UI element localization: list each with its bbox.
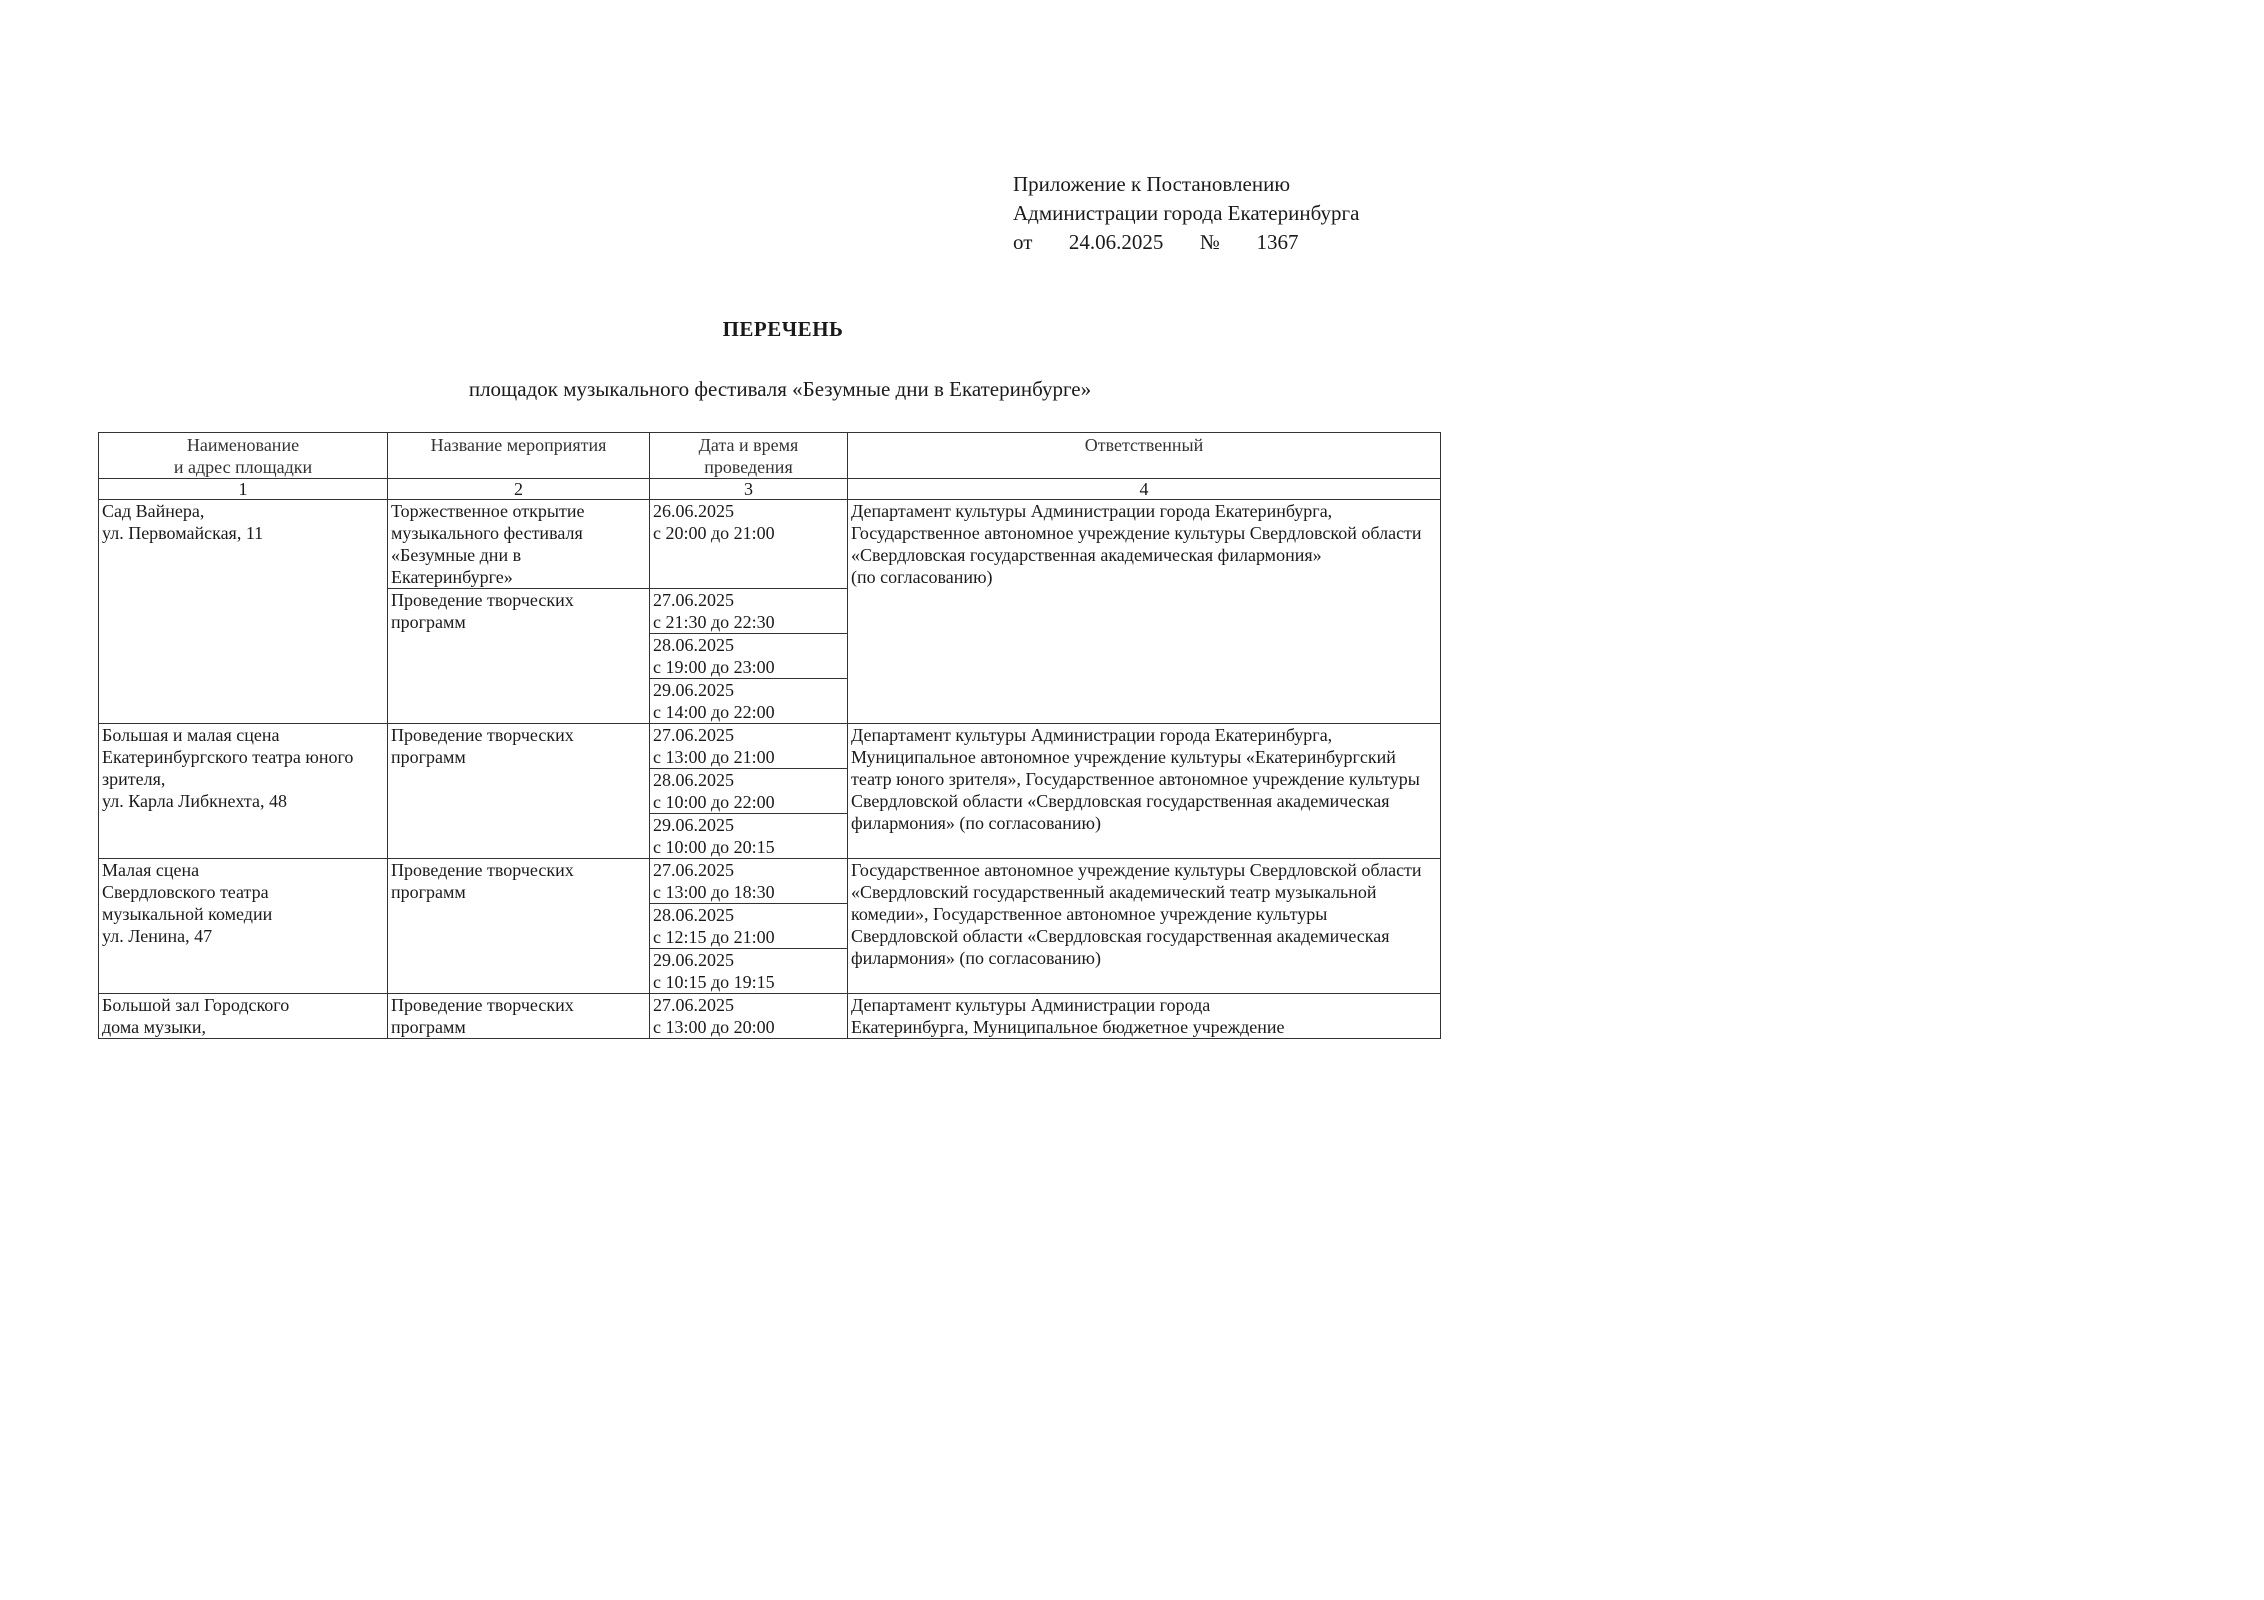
- header-event: Название мероприятия: [388, 433, 650, 479]
- slot-date: 28.06.2025: [653, 905, 734, 925]
- responsible-party: Государственное автономное учреждение культуры Свердловской области «Свердловский государственный академический театр музыкальной комедии», Государственное автономное учреждение культуры Свердловской области «Свердловская государственная академическая филармония» (по согласованию): [848, 859, 1441, 994]
- slot-time: с 10:00 до 20:15: [653, 837, 775, 857]
- appendix-from-label: от: [1013, 230, 1033, 254]
- slot-time: с 10:15 до 19:15: [653, 972, 775, 992]
- slot-time: с 19:00 до 23:00: [653, 657, 775, 677]
- table-row: [99, 500, 1441, 589]
- slot-time: с 21:30 до 22:30: [653, 612, 775, 632]
- event-title: Торжественное открытие музыкального фестиваля «Безумные дни в Екатеринбурге»: [388, 500, 650, 589]
- event-slot: [650, 634, 848, 679]
- venues-table: [98, 432, 1441, 1039]
- event-title: Проведение творческих программ: [388, 994, 650, 1039]
- event-title: Проведение творческих программ: [388, 589, 650, 724]
- header-responsible: Ответственный: [848, 433, 1441, 479]
- column-number-4: 4: [848, 479, 1441, 500]
- event-title: Проведение творческих программ: [388, 859, 650, 994]
- slot-date: 28.06.2025: [653, 635, 734, 655]
- responsible-party: Департамент культуры Администрации города Екатеринбурга, Государственное автономное учреждение культуры Свердловской области «Свердловская государственная академическая филармония» (по согласованию): [848, 500, 1441, 724]
- column-number-1: 1: [99, 479, 388, 500]
- appendix-date: 24.06.2025: [1068, 230, 1164, 254]
- slot-time: с 12:15 до 21:00: [653, 927, 775, 947]
- venue-name: Малая сцена Свердловского театра музыкальной комедии ул. Ленина, 47: [99, 859, 388, 994]
- event-slot: [650, 859, 848, 904]
- event-slot: [650, 949, 848, 994]
- event-slot: [650, 589, 848, 634]
- responsible-party: Департамент культуры Администрации города Екатеринбурга, Муниципальное бюджетное учреждение: [848, 994, 1441, 1039]
- table-header-row: [99, 433, 1441, 479]
- event-slot: [650, 724, 848, 769]
- slot-time: с 13:00 до 20:00: [653, 1017, 775, 1037]
- table-row: [99, 994, 1441, 1039]
- header-datetime: Дата и время проведения: [650, 433, 848, 479]
- column-number-3: 3: [650, 479, 848, 500]
- slot-time: с 13:00 до 18:30: [653, 882, 775, 902]
- slot-date: 28.06.2025: [653, 770, 734, 790]
- header-venue: Наименование и адрес площадки: [99, 433, 388, 479]
- document-page: [0, 0, 1566, 1107]
- venue-name: Большой зал Городского дома музыки,: [99, 994, 388, 1039]
- slot-time: с 13:00 до 21:00: [653, 747, 775, 767]
- slot-time: с 20:00 до 21:00: [653, 523, 775, 543]
- event-slot: [650, 994, 848, 1039]
- appendix-number-sign: №: [1199, 230, 1220, 254]
- slot-date: 27.06.2025: [653, 590, 734, 610]
- document-title: ПЕРЕЧЕНЬ: [722, 317, 844, 341]
- event-slot: [650, 500, 848, 589]
- column-numbers-row: [99, 479, 1441, 500]
- table-row: [99, 724, 1441, 769]
- appendix-line-1: Приложение к Постановлению: [1013, 172, 1291, 196]
- slot-date: 26.06.2025: [653, 501, 734, 521]
- document-subtitle: площадок музыкального фестиваля «Безумные дни в Екатеринбурге»: [468, 377, 1092, 401]
- event-title: Проведение творческих программ: [388, 724, 650, 859]
- slot-date: 27.06.2025: [653, 860, 734, 880]
- slot-time: с 10:00 до 22:00: [653, 792, 775, 812]
- appendix-number: 1367: [1256, 230, 1299, 254]
- venue-name: Сад Вайнера, ул. Первомайская, 11: [99, 500, 388, 724]
- venue-name: Большая и малая сцена Екатеринбургского театра юного зрителя, ул. Карла Либкнехта, 48: [99, 724, 388, 859]
- event-slot: [650, 679, 848, 724]
- column-number-2: 2: [388, 479, 650, 500]
- appendix-line-3: [1013, 228, 1359, 257]
- slot-date: 27.06.2025: [653, 995, 734, 1015]
- slot-time: с 14:00 до 22:00: [653, 702, 775, 722]
- slot-date: 29.06.2025: [653, 950, 734, 970]
- table-row: [99, 859, 1441, 904]
- responsible-party: Департамент культуры Администрации города Екатеринбурга, Муниципальное автономное учреждение культуры «Екатеринбургский театр юного зрителя», Государственное автономное учреждение культуры Свердловской области «Свердловская государственная академическая филармония» (по согласованию): [848, 724, 1441, 859]
- slot-date: 27.06.2025: [653, 725, 734, 745]
- event-slot: [650, 904, 848, 949]
- appendix-line-2: Администрации города Екатеринбурга: [1013, 201, 1360, 225]
- event-slot: [650, 814, 848, 859]
- appendix-block: [1013, 170, 1359, 257]
- slot-date: 29.06.2025: [653, 680, 734, 700]
- slot-date: 29.06.2025: [653, 815, 734, 835]
- event-slot: [650, 769, 848, 814]
